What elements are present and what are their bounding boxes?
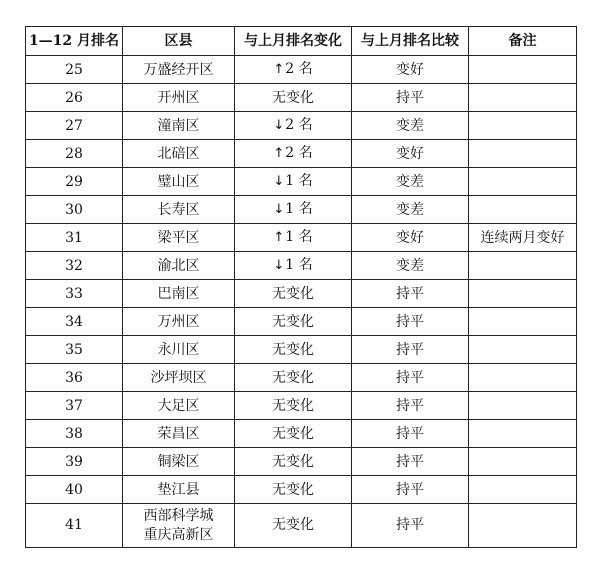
rank-cell: 36 xyxy=(26,364,123,392)
note-cell xyxy=(469,476,577,504)
arrow-up-icon: ↑ xyxy=(273,62,285,77)
rank-compare-cell: 持平 xyxy=(352,336,469,364)
district-name-line: 渝北区 xyxy=(157,257,200,274)
rank-change-cell xyxy=(235,168,352,196)
header-rank-compare: 与上月排名比较 xyxy=(352,27,469,56)
rank-change-text: 无变化 xyxy=(272,397,314,414)
district-name-line: 万盛经开区 xyxy=(143,61,214,78)
rank-compare-cell: 持平 xyxy=(352,84,469,112)
rank-compare-cell: 变差 xyxy=(352,168,469,196)
ranking-document xyxy=(25,26,576,548)
table-row xyxy=(26,112,577,140)
rank-compare-cell: 变好 xyxy=(352,224,469,252)
district-cell xyxy=(123,84,235,112)
note-cell xyxy=(469,112,577,140)
note-cell xyxy=(469,392,577,420)
table-row xyxy=(26,504,577,548)
rank-cell: 31 xyxy=(26,224,123,252)
note-cell xyxy=(469,280,577,308)
rank-cell: 40 xyxy=(26,476,123,504)
rank-change-cell xyxy=(235,364,352,392)
note-cell xyxy=(469,140,577,168)
ranking-table xyxy=(25,26,577,548)
rank-change-cell xyxy=(235,140,352,168)
district-name-line: 铜梁区 xyxy=(157,453,200,470)
note-cell xyxy=(469,168,577,196)
note-cell xyxy=(469,336,577,364)
district-name-line: 垫江县 xyxy=(157,481,200,498)
rank-change-text: 1 名 xyxy=(285,173,313,189)
district-name-line: 永川区 xyxy=(157,341,200,358)
note-cell xyxy=(469,84,577,112)
rank-change-text: 1 名 xyxy=(285,201,313,217)
rank-compare-cell: 持平 xyxy=(352,364,469,392)
table-row xyxy=(26,196,577,224)
table-row xyxy=(26,336,577,364)
rank-change-text: 2 名 xyxy=(285,117,313,133)
rank-change-text: 无变化 xyxy=(272,89,314,106)
rank-change-cell xyxy=(235,336,352,364)
rank-change-cell xyxy=(235,308,352,336)
rank-change-text: 无变化 xyxy=(272,369,314,386)
note-cell: 连续两月变好 xyxy=(469,224,577,252)
district-cell xyxy=(123,56,235,84)
district-cell xyxy=(123,112,235,140)
district-name-line: 重庆高新区 xyxy=(143,526,214,543)
rank-change-cell xyxy=(235,476,352,504)
rank-cell: 38 xyxy=(26,420,123,448)
rank-compare-cell: 持平 xyxy=(352,448,469,476)
district-name-line: 璧山区 xyxy=(157,173,200,190)
header-rank: 1—12 月排名 xyxy=(26,27,123,56)
table-row xyxy=(26,280,577,308)
arrow-down-icon: ↓ xyxy=(273,174,285,189)
rank-cell: 34 xyxy=(26,308,123,336)
district-name-line: 北碚区 xyxy=(157,145,200,162)
rank-change-cell xyxy=(235,252,352,280)
district-cell xyxy=(123,280,235,308)
rank-change-cell xyxy=(235,112,352,140)
rank-cell: 29 xyxy=(26,168,123,196)
table-row xyxy=(26,168,577,196)
table-row xyxy=(26,420,577,448)
rank-change-cell xyxy=(235,196,352,224)
note-cell xyxy=(469,56,577,84)
district-name-line: 梁平区 xyxy=(157,229,200,246)
district-cell xyxy=(123,336,235,364)
rank-change-cell xyxy=(235,392,352,420)
table-row xyxy=(26,392,577,420)
rank-change-text: 2 名 xyxy=(285,145,313,161)
rank-cell: 26 xyxy=(26,84,123,112)
rank-cell: 32 xyxy=(26,252,123,280)
rank-change-text: 2 名 xyxy=(285,61,313,77)
note-cell xyxy=(469,252,577,280)
district-cell xyxy=(123,252,235,280)
rank-cell: 28 xyxy=(26,140,123,168)
rank-compare-cell: 持平 xyxy=(352,392,469,420)
district-name-line: 万州区 xyxy=(157,313,200,330)
district-name-line: 西部科学城 xyxy=(143,507,214,524)
header-note: 备注 xyxy=(469,27,577,56)
district-cell xyxy=(123,364,235,392)
district-cell xyxy=(123,168,235,196)
rank-cell: 33 xyxy=(26,280,123,308)
table-header-row xyxy=(26,27,577,56)
table-row xyxy=(26,252,577,280)
rank-change-cell xyxy=(235,448,352,476)
arrow-up-icon: ↑ xyxy=(273,146,285,161)
rank-compare-cell: 变差 xyxy=(352,112,469,140)
table-row xyxy=(26,364,577,392)
district-name-line: 开州区 xyxy=(157,89,200,106)
district-name-line: 长寿区 xyxy=(157,201,200,218)
rank-compare-cell: 持平 xyxy=(352,280,469,308)
district-name-line: 大足区 xyxy=(157,397,200,414)
table-row xyxy=(26,224,577,252)
rank-cell: 30 xyxy=(26,196,123,224)
rank-compare-cell: 变差 xyxy=(352,252,469,280)
rank-change-text: 无变化 xyxy=(272,285,314,302)
note-cell xyxy=(469,448,577,476)
rank-change-cell xyxy=(235,504,352,548)
arrow-down-icon: ↓ xyxy=(273,258,285,273)
district-cell xyxy=(123,504,235,548)
rank-compare-cell: 持平 xyxy=(352,504,469,548)
rank-cell: 37 xyxy=(26,392,123,420)
arrow-down-icon: ↓ xyxy=(273,118,285,133)
rank-change-text: 无变化 xyxy=(272,313,314,330)
rank-change-text: 1 名 xyxy=(285,229,313,245)
rank-change-text: 无变化 xyxy=(272,481,314,498)
rank-change-cell xyxy=(235,420,352,448)
table-body xyxy=(26,56,577,548)
district-name-line: 潼南区 xyxy=(157,117,200,134)
table-row xyxy=(26,308,577,336)
rank-change-cell xyxy=(235,84,352,112)
district-cell xyxy=(123,196,235,224)
rank-cell: 41 xyxy=(26,504,123,548)
note-cell xyxy=(469,364,577,392)
rank-compare-cell: 变差 xyxy=(352,196,469,224)
header-district: 区县 xyxy=(123,27,235,56)
district-cell xyxy=(123,140,235,168)
arrow-up-icon: ↑ xyxy=(273,230,285,245)
rank-change-text: 无变化 xyxy=(272,425,314,442)
note-cell xyxy=(469,420,577,448)
rank-compare-cell: 变好 xyxy=(352,56,469,84)
rank-cell: 35 xyxy=(26,336,123,364)
district-cell xyxy=(123,224,235,252)
rank-compare-cell: 持平 xyxy=(352,308,469,336)
header-rank-change: 与上月排名变化 xyxy=(235,27,352,56)
rank-cell: 25 xyxy=(26,56,123,84)
district-name-line: 巴南区 xyxy=(157,285,200,302)
rank-compare-cell: 持平 xyxy=(352,420,469,448)
note-cell xyxy=(469,504,577,548)
district-cell xyxy=(123,308,235,336)
table-row xyxy=(26,56,577,84)
table-row xyxy=(26,448,577,476)
rank-change-cell xyxy=(235,224,352,252)
rank-compare-cell: 持平 xyxy=(352,476,469,504)
rank-change-cell xyxy=(235,56,352,84)
note-cell xyxy=(469,196,577,224)
district-cell xyxy=(123,420,235,448)
district-cell xyxy=(123,392,235,420)
table-row xyxy=(26,140,577,168)
district-name-line: 沙坪坝区 xyxy=(150,369,207,386)
district-cell xyxy=(123,476,235,504)
rank-change-text: 1 名 xyxy=(285,257,313,273)
arrow-down-icon: ↓ xyxy=(273,202,285,217)
district-cell xyxy=(123,448,235,476)
district-name-line: 荣昌区 xyxy=(157,425,200,442)
table-row xyxy=(26,84,577,112)
rank-cell: 39 xyxy=(26,448,123,476)
rank-change-text: 无变化 xyxy=(272,453,314,470)
rank-cell: 27 xyxy=(26,112,123,140)
rank-change-text: 无变化 xyxy=(272,341,314,358)
note-cell xyxy=(469,308,577,336)
rank-change-cell xyxy=(235,280,352,308)
table-row xyxy=(26,476,577,504)
rank-change-text: 无变化 xyxy=(272,517,314,533)
rank-compare-cell: 变好 xyxy=(352,140,469,168)
